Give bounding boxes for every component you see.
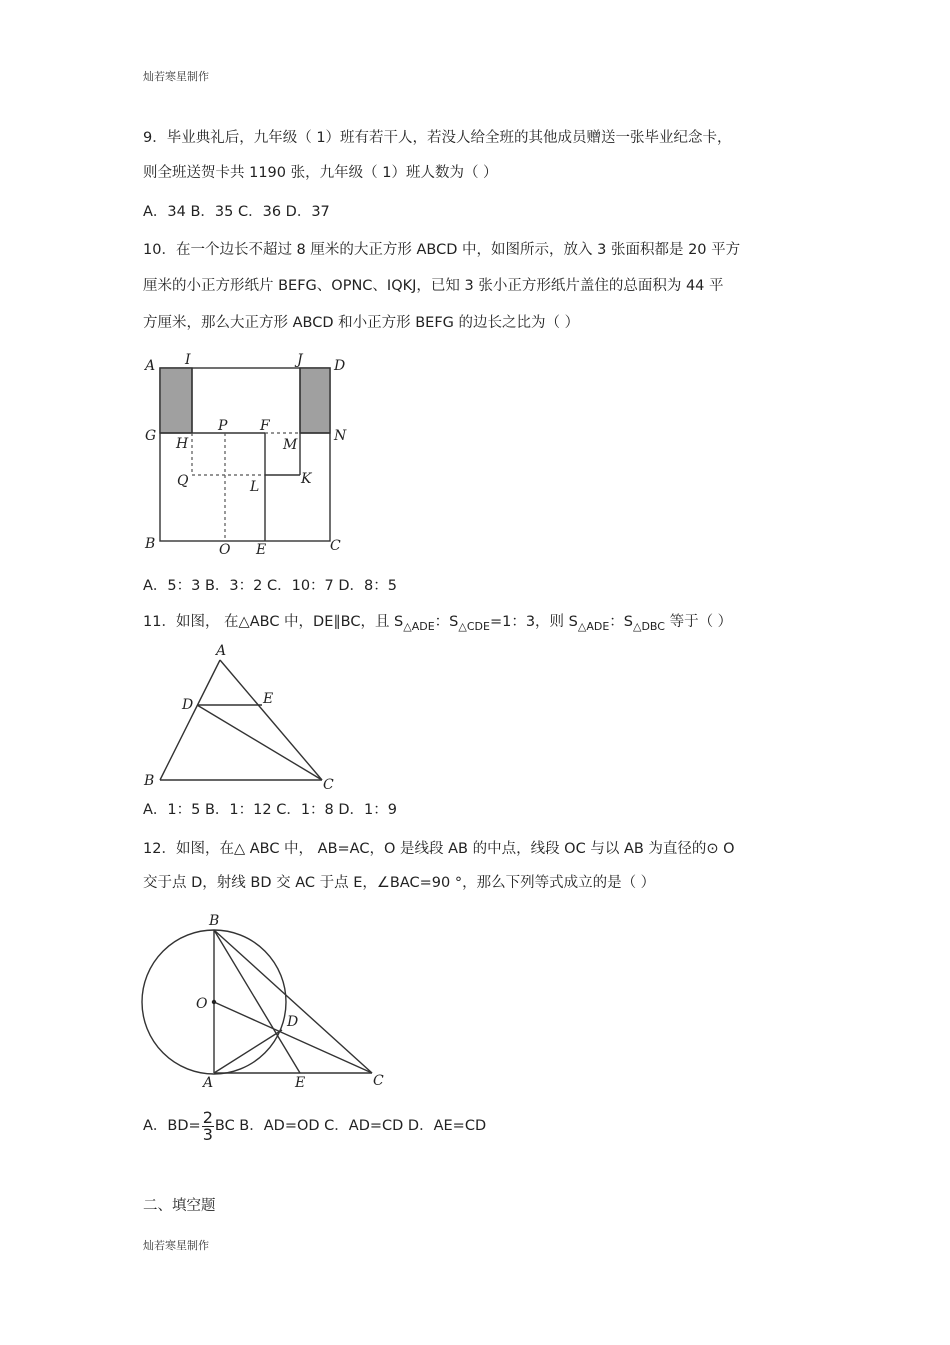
label-k: K [301,471,312,487]
ray-be [214,930,300,1073]
label-l: L [250,479,260,495]
label-e: E [263,691,274,707]
label-e: E [295,1075,306,1091]
label-a: A [216,643,227,659]
q10-stem-line1: 10．在一个边长不超过 8 厘米的大正方形 ABCD 中，如图所示，放入 3 张面积都是 20 平方 [143,242,741,258]
q11-mid2: =1：3，则 S [489,614,578,630]
fraction-numerator: 2 [202,1107,213,1127]
q9-stem-line1: 9．毕业典礼后，九年级（ 1）班有若干人，若没人给全班的其他成员赠送一张毕业纪念卡， [143,130,732,146]
label-f: F [260,418,270,434]
q11-sub-cde: △CDE [458,620,490,633]
label-a: A [145,358,156,374]
label-d: D [334,358,346,374]
q11-sub-ade-1: △ADE [403,620,435,633]
q11-prefix: 11．如图， 在△ABC 中，DE∥BC，且 S [143,614,404,630]
q11-mid1: ：S [434,614,459,630]
label-i: I [185,352,191,368]
q11-suffix: 等于（ ） [664,614,733,630]
q9-stem-line2: 则全班送贺卡共 1190 张，九年级（ 1）班人数为（ ） [143,165,498,181]
label-o: O [219,542,231,558]
label-c: C [373,1073,384,1089]
label-d: D [287,1014,299,1030]
section-title-fill-in: 二、填空题 [143,1198,216,1214]
fraction-denominator: 3 [202,1124,213,1144]
q9-options: A．34 B．35 C．36 D．37 [143,204,330,220]
label-o: O [196,996,208,1012]
label-n: N [334,428,347,444]
label-b: B [144,773,155,789]
segment-bc [214,930,372,1073]
label-j: J [297,352,303,368]
q11-sub-dbc: △DBC [633,620,665,633]
q11-sub-ade-2: △ADE [577,620,610,633]
q11-options: A．1：5 B．1：12 C．1：8 D．1：9 [143,802,398,818]
page-header: 灿若寒星制作 [143,70,209,83]
q12-option-rest: BC B．AD=OD C．AD=CD D．AE=CD [214,1118,487,1134]
label-b: B [209,913,220,929]
label-e: E [256,542,267,558]
q10-stem-line3: 方厘米，那么大正方形 ABCD 和小正方形 BEFG 的边长之比为（ ） [143,315,580,331]
page-footer: 灿若寒星制作 [143,1239,209,1252]
label-c: C [323,777,334,793]
label-h: H [176,436,189,452]
label-b: B [145,536,156,552]
q12-options [143,1108,486,1144]
label-q: Q [177,473,189,489]
q10-stem-line2: 厘米的小正方形纸片 BEFG、OPNC、IQKJ，已知 3 张小正方形纸片盖住的总面积为 44 平 [143,278,724,294]
label-m: M [283,437,298,453]
q12-option-a-fraction [202,1107,214,1144]
label-d: D [182,697,194,713]
segment-ad [214,1030,282,1073]
q10-options: A．5：3 B．3：2 C．10：7 D．8：5 [143,578,398,594]
q12-option-a-prefix: A．BD= [143,1118,201,1134]
label-a: A [203,1075,214,1091]
center-dot-o [212,1000,216,1004]
q12-stem-line2: 交于点 D，射线 BD 交 AC 于点 E，∠BAC=90 °，那么下列等式成立的是（ ） [143,875,656,891]
q11-mid3: ：S [609,614,633,630]
label-g: G [145,428,157,444]
label-c: C [330,538,341,554]
label-p: P [218,418,228,434]
q12-stem-line1: 12．如图，在△ ABC 中， AB=AC，O 是线段 AB 的中点，线段 OC 与以 AB 为直径的⊙ O [143,841,735,857]
